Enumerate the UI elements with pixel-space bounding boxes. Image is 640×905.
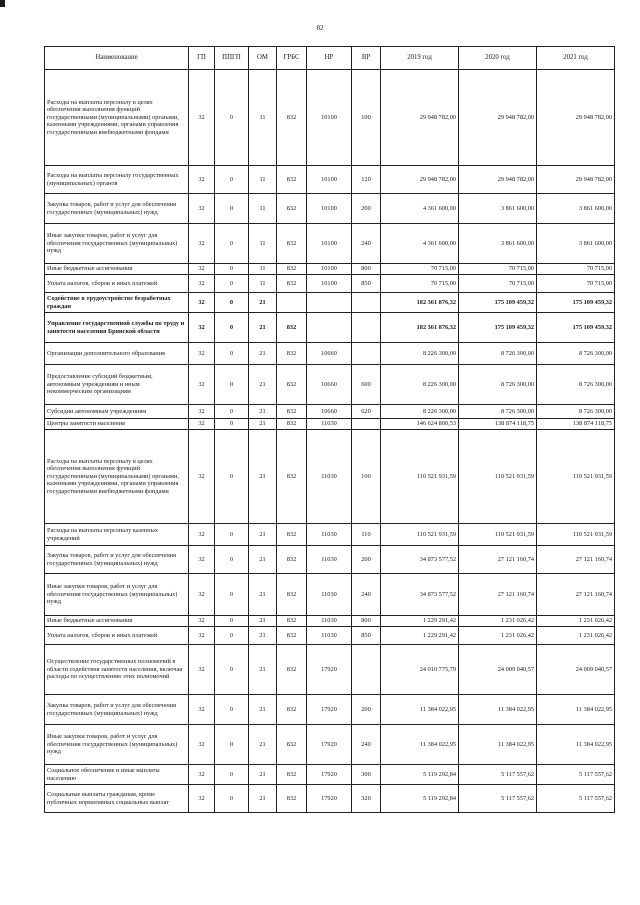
cell-name: Закупка товаров, работ и услуг для обеспечения государственных (муниципальных) нужд: [45, 546, 189, 574]
table-row: [45, 785, 615, 813]
cell-gp: 32: [189, 524, 215, 546]
cell-np: 17920: [307, 645, 352, 695]
cell-2020: 70 715,00: [459, 275, 537, 293]
cell-vr: 800: [352, 264, 381, 275]
cell-name: Расходы на выплаты персоналу казенных учреждений: [45, 524, 189, 546]
cell-ppgp: 0: [215, 166, 249, 194]
cell-2020: 24 009 040,57: [459, 645, 537, 695]
cell-grbs: 832: [277, 785, 307, 813]
cell-2020: 138 874 118,75: [459, 419, 537, 430]
cell-gp: 32: [189, 725, 215, 765]
cell-gp: 32: [189, 313, 215, 343]
cell-vr: 100: [352, 430, 381, 524]
cell-om: 21: [249, 430, 277, 524]
cell-np: 11030: [307, 546, 352, 574]
cell-2021: 8 726 300,00: [537, 343, 615, 365]
cell-name: Содействие в трудоустройстве безработных граждан: [45, 293, 189, 313]
cell-vr: 200: [352, 695, 381, 725]
cell-2019: 24 010 775,79: [381, 645, 459, 695]
cell-ppgp: 0: [215, 574, 249, 616]
cell-vr: 850: [352, 275, 381, 293]
cell-grbs: 832: [277, 419, 307, 430]
cell-gp: 32: [189, 224, 215, 264]
table-row: [45, 293, 615, 313]
cell-grbs: 832: [277, 725, 307, 765]
cell-2019: 182 361 876,32: [381, 293, 459, 313]
cell-np: 11030: [307, 430, 352, 524]
cell-om: 21: [249, 574, 277, 616]
cell-om: 11: [249, 70, 277, 166]
cell-np: 10100: [307, 70, 352, 166]
cell-2019: 29 948 782,00: [381, 166, 459, 194]
cell-name: Управление государственной службы по труду и занятости населения Брянской области: [45, 313, 189, 343]
cell-np: 17920: [307, 725, 352, 765]
cell-om: 11: [249, 194, 277, 224]
cell-vr: 110: [352, 524, 381, 546]
cell-vr: 120: [352, 166, 381, 194]
cell-np: [307, 293, 352, 313]
cell-grbs: 832: [277, 430, 307, 524]
cell-grbs: 832: [277, 70, 307, 166]
cell-vr: 240: [352, 574, 381, 616]
cell-2020: 8 726 300,00: [459, 343, 537, 365]
cell-2019: 8 226 300,00: [381, 343, 459, 365]
table-row: [45, 343, 615, 365]
cell-grbs: 832: [277, 365, 307, 405]
cell-2020: 1 231 026,42: [459, 616, 537, 627]
cell-np: 17920: [307, 695, 352, 725]
cell-ppgp: 0: [215, 627, 249, 645]
table-row: [45, 194, 615, 224]
table-row: [45, 765, 615, 785]
cell-2019: 1 229 291,42: [381, 627, 459, 645]
cell-om: 21: [249, 343, 277, 365]
cell-ppgp: 0: [215, 313, 249, 343]
cell-vr: 620: [352, 405, 381, 419]
cell-grbs: 832: [277, 695, 307, 725]
table-row: [45, 166, 615, 194]
cell-2021: 29 948 782,00: [537, 166, 615, 194]
cell-om: 21: [249, 765, 277, 785]
cell-np: 17920: [307, 785, 352, 813]
cell-2021: 3 861 600,00: [537, 194, 615, 224]
cell-om: 21: [249, 725, 277, 765]
cell-gp: 32: [189, 365, 215, 405]
cell-vr: [352, 645, 381, 695]
table-row: [45, 574, 615, 616]
table-row: [45, 264, 615, 275]
cell-name: Иные закупки товаров, работ и услуг для обеспечения государственных (муниципальных) нужд: [45, 725, 189, 765]
cell-gp: 32: [189, 574, 215, 616]
cell-vr: 600: [352, 365, 381, 405]
cell-2020: 29 948 782,00: [459, 166, 537, 194]
cell-ppgp: 0: [215, 616, 249, 627]
header-np: НР: [307, 47, 352, 70]
cell-np: 11030: [307, 616, 352, 627]
cell-2021: 1 231 026,42: [537, 616, 615, 627]
cell-om: 21: [249, 405, 277, 419]
cell-ppgp: 0: [215, 430, 249, 524]
table-row: [45, 419, 615, 430]
cell-2021: 138 874 118,75: [537, 419, 615, 430]
cell-grbs: 832: [277, 405, 307, 419]
cell-name: Закупка товаров, работ и услуг для обеспечения государственных (муниципальных) нужд: [45, 695, 189, 725]
cell-name: Социальное обеспечение и иные выплаты населению: [45, 765, 189, 785]
cell-grbs: 832: [277, 645, 307, 695]
cell-vr: 320: [352, 785, 381, 813]
cell-2021: 27 121 160,74: [537, 574, 615, 616]
cell-vr: 850: [352, 627, 381, 645]
cell-np: 17920: [307, 765, 352, 785]
cell-grbs: 832: [277, 224, 307, 264]
header-2020: 2020 год: [459, 47, 537, 70]
cell-grbs: 832: [277, 313, 307, 343]
cell-2019: 34 873 577,52: [381, 546, 459, 574]
table-row: [45, 224, 615, 264]
cell-2021: 29 948 782,00: [537, 70, 615, 166]
table-row: [45, 645, 615, 695]
cell-name: Расходы на выплаты персоналу в целях обеспечения выполнения функций государственными (муниципальными) органами, казенными учреждениями, органами управления государственными внебюджетными фондами: [45, 430, 189, 524]
cell-gp: 32: [189, 785, 215, 813]
cell-gp: 32: [189, 275, 215, 293]
cell-2019: 5 119 292,84: [381, 785, 459, 813]
cell-grbs: 832: [277, 627, 307, 645]
cell-ppgp: 0: [215, 419, 249, 430]
cell-grbs: 832: [277, 616, 307, 627]
cell-om: 21: [249, 616, 277, 627]
table-row: [45, 627, 615, 645]
cell-ppgp: 0: [215, 70, 249, 166]
budget-table: [44, 46, 615, 813]
cell-om: 11: [249, 275, 277, 293]
cell-np: 10100: [307, 264, 352, 275]
cell-vr: [352, 343, 381, 365]
cell-gp: 32: [189, 343, 215, 365]
cell-2020: 27 121 160,74: [459, 574, 537, 616]
cell-2020: 1 231 026,42: [459, 627, 537, 645]
cell-np: 11030: [307, 524, 352, 546]
cell-om: 11: [249, 224, 277, 264]
cell-2021: 8 726 300,00: [537, 405, 615, 419]
cell-ppgp: 0: [215, 275, 249, 293]
cell-gp: 32: [189, 293, 215, 313]
cell-vr: 200: [352, 194, 381, 224]
cell-2021: 11 384 022,95: [537, 725, 615, 765]
cell-2019: 110 521 931,59: [381, 430, 459, 524]
cell-vr: [352, 313, 381, 343]
cell-2020: 11 384 022,95: [459, 725, 537, 765]
cell-vr: 100: [352, 70, 381, 166]
cell-2019: 1 229 291,42: [381, 616, 459, 627]
table-row: [45, 546, 615, 574]
cell-ppgp: 0: [215, 546, 249, 574]
cell-ppgp: 0: [215, 785, 249, 813]
cell-2021: 1 231 026,42: [537, 627, 615, 645]
cell-np: 11030: [307, 627, 352, 645]
cell-om: 21: [249, 419, 277, 430]
cell-ppgp: 0: [215, 645, 249, 695]
cell-2019: 146 624 800,53: [381, 419, 459, 430]
cell-om: 21: [249, 313, 277, 343]
cell-np: [307, 313, 352, 343]
table-row: [45, 524, 615, 546]
cell-np: 10660: [307, 365, 352, 405]
table-row: [45, 70, 615, 166]
cell-grbs: 832: [277, 264, 307, 275]
cell-ppgp: 0: [215, 224, 249, 264]
cell-ppgp: 0: [215, 194, 249, 224]
cell-grbs: 832: [277, 166, 307, 194]
cell-2020: 11 384 022,95: [459, 695, 537, 725]
cell-np: 11030: [307, 574, 352, 616]
cell-2019: 182 361 876,32: [381, 313, 459, 343]
cell-name: Центры занятости населения: [45, 419, 189, 430]
cell-np: 10100: [307, 166, 352, 194]
table-row: [45, 725, 615, 765]
cell-ppgp: 0: [215, 343, 249, 365]
cell-2019: 70 715,00: [381, 275, 459, 293]
cell-2021: 24 009 040,57: [537, 645, 615, 695]
cell-np: 11030: [307, 419, 352, 430]
cell-om: 21: [249, 645, 277, 695]
cell-2021: 110 521 931,59: [537, 524, 615, 546]
cell-vr: [352, 419, 381, 430]
cell-vr: 200: [352, 546, 381, 574]
cell-2021: 175 109 459,32: [537, 293, 615, 313]
header-ppgp: ППГП: [215, 47, 249, 70]
cell-gp: 32: [189, 627, 215, 645]
cell-name: Предоставление субсидий бюджетным, автономным учреждениям и иным некоммерческим организациям: [45, 365, 189, 405]
scan-corner-mark: [0, 0, 5, 7]
cell-2020: 5 117 557,62: [459, 785, 537, 813]
cell-om: 21: [249, 627, 277, 645]
cell-om: 21: [249, 695, 277, 725]
table-row: [45, 365, 615, 405]
cell-gp: 32: [189, 546, 215, 574]
cell-gp: 32: [189, 765, 215, 785]
cell-grbs: 832: [277, 765, 307, 785]
cell-om: 21: [249, 524, 277, 546]
cell-name: Организации дополнительного образования: [45, 343, 189, 365]
cell-2020: 29 948 782,00: [459, 70, 537, 166]
cell-2019: 4 361 600,00: [381, 194, 459, 224]
cell-ppgp: 0: [215, 405, 249, 419]
cell-grbs: [277, 293, 307, 313]
cell-2019: 70 715,00: [381, 264, 459, 275]
cell-2019: 8 226 300,00: [381, 365, 459, 405]
cell-vr: 240: [352, 224, 381, 264]
cell-2019: 11 384 022,95: [381, 725, 459, 765]
cell-gp: 32: [189, 166, 215, 194]
cell-ppgp: 0: [215, 725, 249, 765]
table-row: [45, 313, 615, 343]
cell-gp: 32: [189, 194, 215, 224]
cell-vr: 800: [352, 616, 381, 627]
cell-2021: 8 726 300,00: [537, 365, 615, 405]
cell-gp: 32: [189, 419, 215, 430]
cell-name: Субсидии автономным учреждениям: [45, 405, 189, 419]
cell-name: Расходы на выплаты персоналу государственных (муниципальных) органов: [45, 166, 189, 194]
header-vr: ВР: [352, 47, 381, 70]
cell-ppgp: 0: [215, 365, 249, 405]
cell-gp: 32: [189, 616, 215, 627]
table-header-row: [45, 47, 615, 70]
cell-om: 21: [249, 546, 277, 574]
cell-2020: 175 109 459,32: [459, 313, 537, 343]
cell-2020: 110 521 931,59: [459, 524, 537, 546]
cell-2021: 175 109 459,32: [537, 313, 615, 343]
cell-om: 21: [249, 293, 277, 313]
cell-np: 10100: [307, 275, 352, 293]
cell-2019: 34 873 577,52: [381, 574, 459, 616]
cell-2019: 4 361 600,00: [381, 224, 459, 264]
cell-2021: 11 384 022,95: [537, 695, 615, 725]
cell-ppgp: 0: [215, 264, 249, 275]
cell-ppgp: 0: [215, 765, 249, 785]
cell-ppgp: 0: [215, 524, 249, 546]
cell-np: 10100: [307, 224, 352, 264]
header-gp: ГП: [189, 47, 215, 70]
header-grbs: ГРБС: [277, 47, 307, 70]
cell-2020: 8 726 300,00: [459, 405, 537, 419]
cell-name: Закупка товаров, работ и услуг для обеспечения государственных (муниципальных) нужд: [45, 194, 189, 224]
cell-2020: 70 715,00: [459, 264, 537, 275]
cell-name: Иные бюджетные ассигнования: [45, 616, 189, 627]
cell-2020: 3 861 600,00: [459, 194, 537, 224]
cell-ppgp: 0: [215, 695, 249, 725]
cell-np: 10660: [307, 343, 352, 365]
cell-2020: 3 861 600,00: [459, 224, 537, 264]
cell-grbs: 832: [277, 343, 307, 365]
cell-2020: 27 121 160,74: [459, 546, 537, 574]
cell-np: 10660: [307, 405, 352, 419]
cell-2019: 11 384 022,95: [381, 695, 459, 725]
cell-2021: 70 715,00: [537, 275, 615, 293]
cell-ppgp: 0: [215, 293, 249, 313]
cell-grbs: 832: [277, 524, 307, 546]
table-row: [45, 616, 615, 627]
cell-2021: 110 521 931,59: [537, 430, 615, 524]
header-om: ОМ: [249, 47, 277, 70]
table-body: [45, 70, 615, 813]
cell-2021: 5 117 557,62: [537, 765, 615, 785]
cell-2021: 3 861 600,00: [537, 224, 615, 264]
cell-grbs: 832: [277, 574, 307, 616]
table-row: [45, 430, 615, 524]
cell-name: Иные закупки товаров, работ и услуг для обеспечения государственных (муниципальных) нужд: [45, 574, 189, 616]
cell-name: Уплата налогов, сборов и иных платежей: [45, 275, 189, 293]
cell-grbs: 832: [277, 546, 307, 574]
cell-om: 21: [249, 785, 277, 813]
cell-2019: 5 119 292,84: [381, 765, 459, 785]
cell-vr: 300: [352, 765, 381, 785]
cell-2021: 27 121 160,74: [537, 546, 615, 574]
cell-gp: 32: [189, 695, 215, 725]
cell-2019: 8 226 300,00: [381, 405, 459, 419]
cell-name: Уплата налогов, сборов и иных платежей: [45, 627, 189, 645]
cell-2020: 175 109 459,32: [459, 293, 537, 313]
cell-np: 10100: [307, 194, 352, 224]
page-number: 82: [316, 24, 324, 32]
header-2021: 2021 год: [537, 47, 615, 70]
cell-om: 11: [249, 166, 277, 194]
header-2019: 2019 год: [381, 47, 459, 70]
cell-name: Осуществление государственных полномочий в области содействия занятости населения, включая расходы по осуществлению этих полномочий: [45, 645, 189, 695]
cell-om: 11: [249, 264, 277, 275]
cell-2019: 29 948 782,00: [381, 70, 459, 166]
cell-2019: 110 521 931,59: [381, 524, 459, 546]
cell-2021: 70 715,00: [537, 264, 615, 275]
cell-gp: 32: [189, 70, 215, 166]
cell-gp: 32: [189, 405, 215, 419]
header-name: Наименование: [45, 47, 189, 70]
cell-name: Расходы на выплаты персоналу в целях обеспечения выполнения функций государственными (муниципальными) органами, казенными учреждениями, органами управления государственными внебюджетными фондами: [45, 70, 189, 166]
cell-om: 21: [249, 365, 277, 405]
cell-2020: 110 521 931,59: [459, 430, 537, 524]
table-row: [45, 405, 615, 419]
cell-2020: 5 117 557,62: [459, 765, 537, 785]
cell-gp: 32: [189, 645, 215, 695]
cell-name: Иные бюджетные ассигнования: [45, 264, 189, 275]
cell-name: Социальные выплаты гражданам, кроме публичных нормативных социальных выплат: [45, 785, 189, 813]
cell-2021: 5 117 557,62: [537, 785, 615, 813]
cell-vr: [352, 293, 381, 313]
table-row: [45, 275, 615, 293]
cell-gp: 32: [189, 430, 215, 524]
table-row: [45, 695, 615, 725]
cell-grbs: 832: [277, 194, 307, 224]
cell-2020: 8 726 300,00: [459, 365, 537, 405]
cell-name: Иные закупки товаров, работ и услуг для обеспечения государственных (муниципальных) нужд: [45, 224, 189, 264]
cell-grbs: 832: [277, 275, 307, 293]
cell-gp: 32: [189, 264, 215, 275]
cell-vr: 240: [352, 725, 381, 765]
